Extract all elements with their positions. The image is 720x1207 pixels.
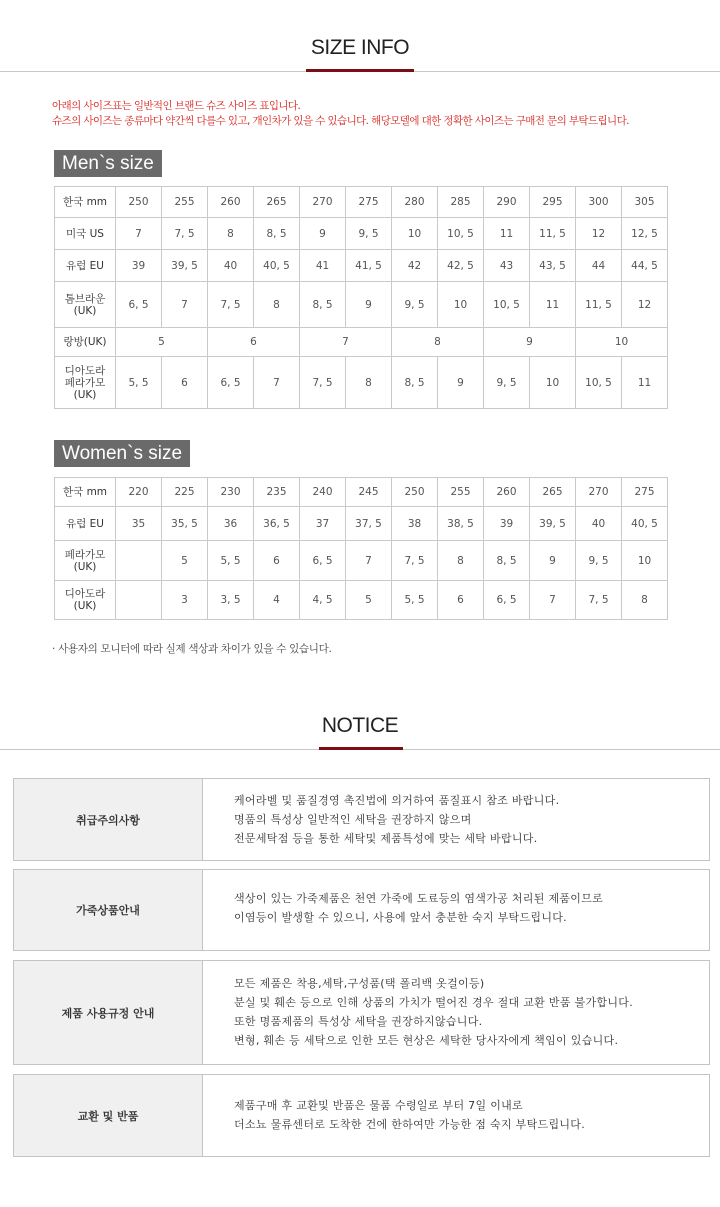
table-row	[55, 357, 668, 409]
size-cell: 39	[484, 507, 530, 541]
size-cell: 38	[392, 507, 438, 541]
size-cell: 8	[438, 541, 484, 581]
size-cell: 5	[346, 581, 392, 620]
size-cell: 11, 5	[576, 282, 622, 328]
size-cell: 4	[254, 581, 300, 620]
size-cell: 37	[300, 507, 346, 541]
size-cell: 10	[530, 357, 576, 409]
size-cell: 40, 5	[622, 507, 668, 541]
size-cell: 42, 5	[438, 250, 484, 282]
size-cell: 7, 5	[576, 581, 622, 620]
notice-exchange	[13, 1074, 710, 1157]
notice-label: 교환 및 반품	[14, 1075, 203, 1156]
notice-text	[234, 974, 699, 1050]
size-cell: 255	[162, 187, 208, 218]
size-cell: 4, 5	[300, 581, 346, 620]
size-cell: 230	[208, 478, 254, 507]
size-cell: 36, 5	[254, 507, 300, 541]
size-cell: 8	[346, 357, 392, 409]
size-cell: 37, 5	[346, 507, 392, 541]
size-cell: 260	[208, 187, 254, 218]
notice-line: 더소뇨 물류센터로 도착한 건에 한하여만 가능한 점 숙지 부탁드립니다.	[234, 1118, 586, 1131]
table-row	[55, 581, 668, 620]
size-cell: 40	[576, 507, 622, 541]
size-cell: 275	[622, 478, 668, 507]
notice-line: 명품의 특성상 일반적인 세탁을 권장하지 않으며	[234, 813, 472, 826]
size-cell: 240	[300, 478, 346, 507]
size-cell: 8, 5	[300, 282, 346, 328]
size-cell: 8, 5	[484, 541, 530, 581]
size-cell: 35, 5	[162, 507, 208, 541]
size-cell: 235	[254, 478, 300, 507]
size-cell: 39	[116, 250, 162, 282]
notice-line: 모든 제품은 착용,세탁,구성품(택 폴리백 옷걸이등)	[234, 977, 485, 990]
size-cell: 5	[116, 328, 208, 357]
size-cell: 12	[622, 282, 668, 328]
size-cell: 290	[484, 187, 530, 218]
size-cell: 9	[530, 541, 576, 581]
table-row	[55, 187, 668, 218]
size-note-2: 슈즈의 사이즈는 종류마다 약간씩 다를수 있고, 개인차가 있을 수 있습니다. 해당모델에 대한 정확한 사이즈는 구매전 문의 부탁드립니다.	[52, 115, 629, 127]
size-cell: 9, 5	[346, 218, 392, 250]
row-label: 한국 mm	[55, 187, 116, 218]
size-cell: 10	[576, 328, 668, 357]
size-cell: 12	[576, 218, 622, 250]
size-cell: 6	[254, 541, 300, 581]
notice-text	[234, 791, 699, 848]
notice-line: 색상이 있는 가죽제품은 천연 가죽에 도료등의 염색가공 처리된 제품이므로	[234, 892, 604, 905]
size-cell: 6, 5	[208, 357, 254, 409]
size-cell: 250	[392, 478, 438, 507]
size-cell: 275	[346, 187, 392, 218]
notice-line: 변형, 훼손 등 세탁으로 인한 모든 현상은 세탁한 당사자에게 책임이 있습니다.	[234, 1034, 619, 1047]
size-cell: 11	[530, 282, 576, 328]
notice-accent	[319, 747, 403, 750]
size-cell: 7, 5	[300, 357, 346, 409]
size-cell: 8, 5	[392, 357, 438, 409]
row-label: 톰브라운 (UK)	[55, 282, 116, 328]
size-cell: 36	[208, 507, 254, 541]
size-cell: 265	[254, 187, 300, 218]
size-cell: 6	[162, 357, 208, 409]
size-cell: 255	[438, 478, 484, 507]
size-cell: 6	[438, 581, 484, 620]
size-note-1: 아래의 사이즈표는 일반적인 브랜드 슈즈 사이즈 표입니다.	[52, 100, 301, 112]
size-cell: 44	[576, 250, 622, 282]
row-label: 랑방(UK)	[55, 328, 116, 357]
notice-line: 전문세탁점 등을 통한 세탁및 제품특성에 맞는 세탁 바랍니다.	[234, 832, 538, 845]
size-cell: 6	[208, 328, 300, 357]
notice-label: 가죽상품안내	[14, 870, 203, 950]
size-cell: 35	[116, 507, 162, 541]
size-cell: 8	[208, 218, 254, 250]
size-cell: 245	[346, 478, 392, 507]
row-label: 디아도라 페라가모 (UK)	[55, 357, 116, 409]
size-cell: 10	[392, 218, 438, 250]
size-info-title: SIZE INFO	[310, 36, 410, 59]
size-cell: 270	[300, 187, 346, 218]
row-label: 유럽 EU	[55, 250, 116, 282]
notice-line: 또한 명품제품의 특성상 세탁을 권장하지않습니다.	[234, 1015, 483, 1028]
size-cell: 11	[622, 357, 668, 409]
size-cell: 300	[576, 187, 622, 218]
size-cell: 3, 5	[208, 581, 254, 620]
mens-size-badge: Men`s size	[54, 150, 162, 177]
size-cell: 7	[346, 541, 392, 581]
notice-label: 취급주의사항	[14, 779, 203, 860]
size-cell: 8	[392, 328, 484, 357]
size-info-accent	[306, 69, 414, 72]
womens-size-badge: Women`s size	[54, 440, 190, 467]
size-cell: 41	[300, 250, 346, 282]
size-cell: 11	[484, 218, 530, 250]
notice-title: NOTICE	[321, 714, 399, 737]
size-cell: 6, 5	[484, 581, 530, 620]
notice-care	[13, 778, 710, 861]
size-cell: 40	[208, 250, 254, 282]
womens-size-table	[54, 477, 668, 620]
size-cell: 44, 5	[622, 250, 668, 282]
size-cell	[116, 541, 162, 581]
size-cell: 295	[530, 187, 576, 218]
size-cell: 42	[392, 250, 438, 282]
table-row	[55, 250, 668, 282]
table-row	[55, 541, 668, 581]
size-cell: 7	[162, 282, 208, 328]
size-cell: 11, 5	[530, 218, 576, 250]
row-label: 유럽 EU	[55, 507, 116, 541]
table-row	[55, 478, 668, 507]
size-cell: 305	[622, 187, 668, 218]
size-cell: 285	[438, 187, 484, 218]
size-cell: 280	[392, 187, 438, 218]
size-cell	[116, 581, 162, 620]
table-row	[55, 328, 668, 357]
size-cell: 9	[484, 328, 576, 357]
size-cell: 6, 5	[300, 541, 346, 581]
notice-usage	[13, 960, 710, 1065]
size-cell: 225	[162, 478, 208, 507]
size-cell: 38, 5	[438, 507, 484, 541]
size-cell: 10, 5	[438, 218, 484, 250]
notice-line: 케어라벨 및 품질경영 촉진법에 의거하여 품질표시 참조 바랍니다.	[234, 794, 560, 807]
table-row	[55, 218, 668, 250]
size-cell: 8	[622, 581, 668, 620]
table-row	[55, 507, 668, 541]
size-cell: 5, 5	[116, 357, 162, 409]
size-cell: 8	[254, 282, 300, 328]
size-cell: 9	[438, 357, 484, 409]
size-cell: 9, 5	[392, 282, 438, 328]
size-cell: 10	[622, 541, 668, 581]
size-cell: 43, 5	[530, 250, 576, 282]
notice-line: 제품구매 후 교환및 반품은 물품 수령일로 부터 7일 이내로	[234, 1099, 523, 1112]
notice-line: 분실 및 훼손 등으로 인해 상품의 가치가 떨어진 경우 절대 교환 반품 불가합니다.	[234, 996, 633, 1009]
size-cell: 9	[300, 218, 346, 250]
size-cell: 260	[484, 478, 530, 507]
notice-text	[234, 1096, 699, 1134]
size-cell: 7	[254, 357, 300, 409]
size-cell: 7	[530, 581, 576, 620]
mens-size-table	[54, 186, 668, 409]
size-cell: 7	[300, 328, 392, 357]
size-cell: 270	[576, 478, 622, 507]
size-cell: 265	[530, 478, 576, 507]
row-label: 페라가모 (UK)	[55, 541, 116, 581]
size-cell: 5	[162, 541, 208, 581]
size-cell: 43	[484, 250, 530, 282]
notice-line: 이염등이 발생할 수 있으니, 사용에 앞서 충분한 숙지 부탁드립니다.	[234, 911, 567, 924]
row-label: 미국 US	[55, 218, 116, 250]
size-cell: 250	[116, 187, 162, 218]
row-label: 디아도라 (UK)	[55, 581, 116, 620]
size-cell: 10	[438, 282, 484, 328]
size-cell: 7, 5	[392, 541, 438, 581]
size-cell: 7	[116, 218, 162, 250]
size-cell: 6, 5	[116, 282, 162, 328]
size-cell: 39, 5	[162, 250, 208, 282]
size-cell: 39, 5	[530, 507, 576, 541]
size-cell: 3	[162, 581, 208, 620]
notice-text	[234, 889, 699, 927]
size-cell: 40, 5	[254, 250, 300, 282]
size-cell: 8, 5	[254, 218, 300, 250]
size-cell: 5, 5	[208, 541, 254, 581]
table-row	[55, 282, 668, 328]
size-cell: 7, 5	[162, 218, 208, 250]
size-cell: 5, 5	[392, 581, 438, 620]
monitor-note: · 사용자의 모니터에 따라 실제 색상과 차이가 있을 수 있습니다.	[52, 643, 332, 655]
row-label: 한국 mm	[55, 478, 116, 507]
notice-label: 제품 사용규정 안내	[14, 961, 203, 1064]
size-cell: 41, 5	[346, 250, 392, 282]
size-cell: 9, 5	[576, 541, 622, 581]
size-cell: 9	[346, 282, 392, 328]
size-cell: 7, 5	[208, 282, 254, 328]
size-cell: 10, 5	[484, 282, 530, 328]
size-cell: 9, 5	[484, 357, 530, 409]
notice-leather	[13, 869, 710, 951]
size-cell: 10, 5	[576, 357, 622, 409]
size-cell: 220	[116, 478, 162, 507]
size-notes	[52, 99, 629, 129]
size-cell: 12, 5	[622, 218, 668, 250]
